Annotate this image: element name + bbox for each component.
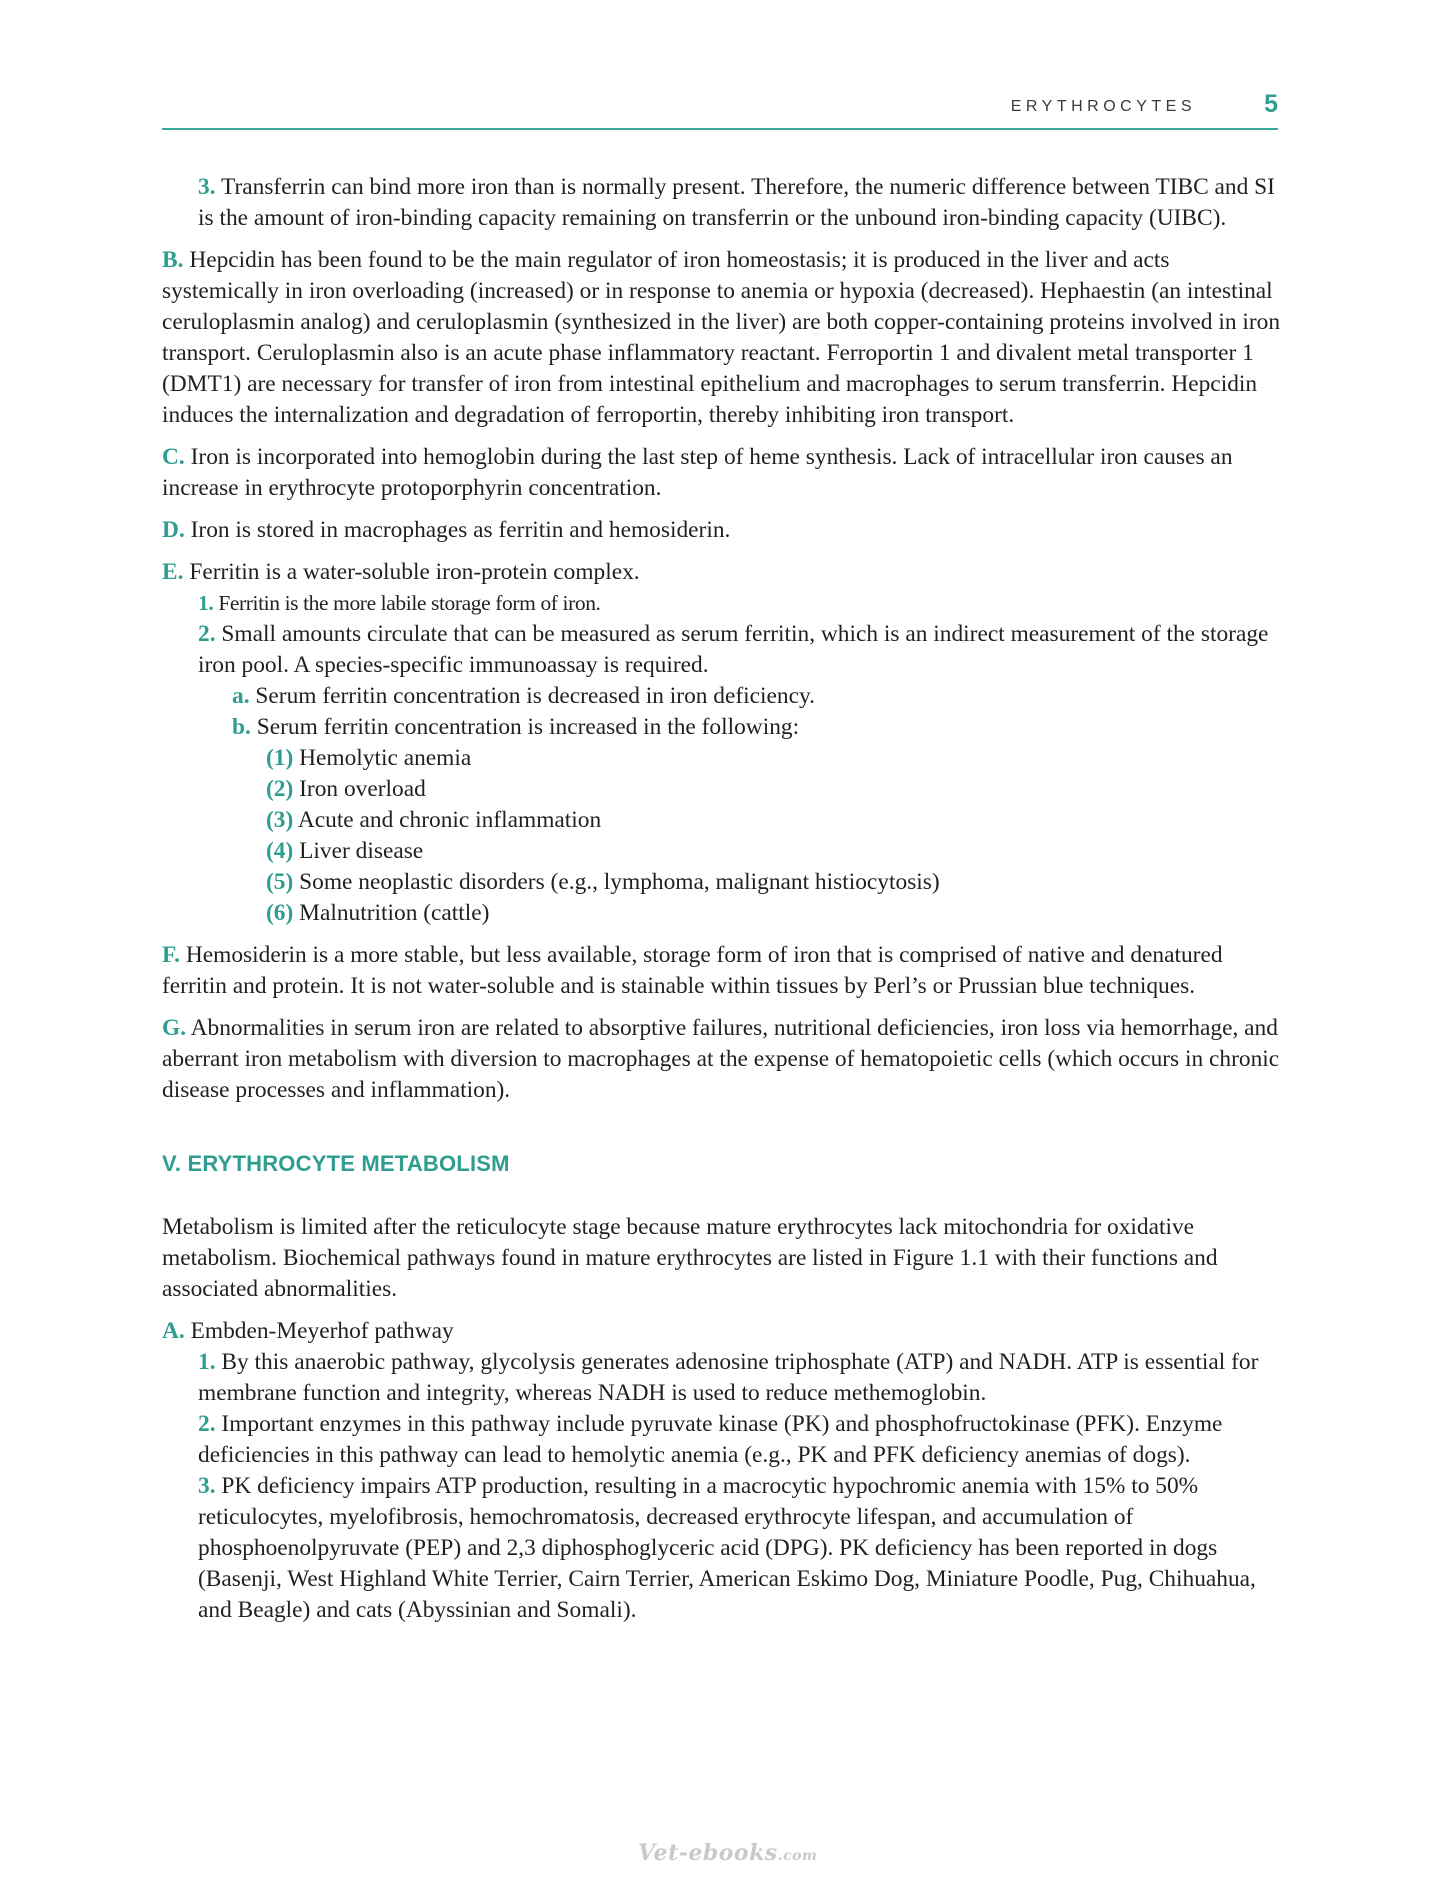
- list-item-va3: 3. PK deficiency impairs ATP production, resulting in a macrocytic hypochromic anemia with 15% to 50% reticulocytes, myelofibrosis, hemochromatosis, decreased erythrocyte lifespan, and accumulation of phosphoenolpyruvate (PEP) and 2,3 diphosphoglyceric acid (DPG). PK deficiency has been reported in dogs (Basenji, West Highland White Terrier, Cairn Terrier, American Eskimo Dog, Miniature Poodle, Pug, Chihuahua, and Beagle) and cats (Abyssinian and Somali).: [198, 1473, 1256, 1623]
- list-item-e: [162, 557, 1282, 929]
- list-item-c: C. Iron is incorporated into hemoglobin during the last step of heme synthesis. Lack of intracellular iron causes an increase in erythrocyte protoporphyrin concentration.: [162, 444, 1233, 501]
- page-number: 5: [1264, 90, 1278, 118]
- list-item-e-text: E. Ferritin is a water-soluble iron-protein complex.: [162, 559, 640, 585]
- list-item-c3: 3. Transferrin can bind more iron than is normally present. Therefore, the numeric difference between TIBC and SI is the amount of iron-binding capacity remaining on transferrin or the unbound iron-binding capacity (UIBC).: [198, 174, 1275, 231]
- list-item-d: D. Iron is stored in macrophages as ferritin and hemosiderin.: [162, 517, 731, 543]
- list-item-e2b6: (6) Malnutrition (cattle): [266, 900, 490, 926]
- list-item-e2b: b. Serum ferritin concentration is increased in the following:: [232, 714, 800, 740]
- list-item-e2b1: (1) Hemolytic anemia: [266, 745, 472, 771]
- section-intro: Metabolism is limited after the reticulocyte stage because mature erythrocytes lack mitochondria for oxidative metabolism. Biochemical pathways found in mature erythrocytes are listed in Figure 1.1 with their functions and associated abnormalities.: [162, 1214, 1218, 1302]
- list-item-va-text: A. Embden-Meyerhof pathway: [162, 1318, 454, 1344]
- list-item-e2b5: (5) Some neoplastic disorders (e.g., lymphoma, malignant histiocytosis): [266, 869, 940, 895]
- running-header: [162, 90, 1278, 130]
- watermark-logo: Vet-ebooks.com: [638, 1840, 818, 1866]
- list-item-va2: 2. Important enzymes in this pathway include pyruvate kinase (PK) and phosphofructokinase (PFK). Enzyme deficiencies in this pathway can lead to hemolytic anemia (e.g., PK and PFK deficiency anemias of dogs).: [198, 1411, 1223, 1468]
- list-item-va: [162, 1316, 1282, 1626]
- list-item-e2b4: (4) Liver disease: [266, 838, 424, 864]
- page-body: [162, 172, 1282, 1626]
- list-item-e2b2: (2) Iron overload: [266, 776, 426, 802]
- running-header-section: ERYTHROCYTES: [1010, 98, 1196, 115]
- list-item-b: B. Hepcidin has been found to be the main regulator of iron homeostasis; it is produced in the liver and acts systemically in iron overloading (increased) or in response to anemia or hypoxia (decreased). Hephaestin (an intestinal ceruloplasmin analog) and ceruloplasmin (synthesized in the liver) are both copper-containing proteins involved in iron transport. Ceruloplasmin also is an acute phase inflammatory reactant. Ferroportin 1 and divalent metal transporter 1 (DMT1) are necessary for transfer of iron from intestinal epithelium and macrophages to serum transferrin. Hepcidin induces the internalization and degradation of ferroportin, thereby inhibiting iron transport.: [162, 247, 1281, 428]
- list-item-e1: 1. Ferritin is the more labile storage form of iron.: [198, 591, 601, 615]
- section-heading: V. ERYTHROCYTE METABOLISM: [162, 1151, 510, 1176]
- list-item-e2b3: (3) Acute and chronic inflammation: [266, 807, 602, 833]
- list-item-e2a: a. Serum ferritin concentration is decreased in iron deficiency.: [232, 683, 816, 709]
- list-item-va1: 1. By this anaerobic pathway, glycolysis generates adenosine triphosphate (ATP) and NADH. ATP is essential for membrane function and integrity, whereas NADH is used to reduce methemoglobin.: [198, 1349, 1259, 1406]
- list-item-f: F. Hemosiderin is a more stable, but less available, storage form of iron that is comprised of native and denatured ferritin and protein. It is not water-soluble and is stainable within tissues by Perl’s or Prussian blue techniques.: [162, 942, 1223, 999]
- list-item-g: G. Abnormalities in serum iron are related to absorptive failures, nutritional deficiencies, iron loss via hemorrhage, and aberrant iron metabolism with diversion to macrophages at the expense of hematopoietic cells (which occurs in chronic disease processes and inflammation).: [162, 1015, 1280, 1103]
- list-item-e2: 2. Small amounts circulate that can be measured as serum ferritin, which is an indirect measurement of the storage iron pool. A species-specific immunoassay is required.: [198, 621, 1269, 678]
